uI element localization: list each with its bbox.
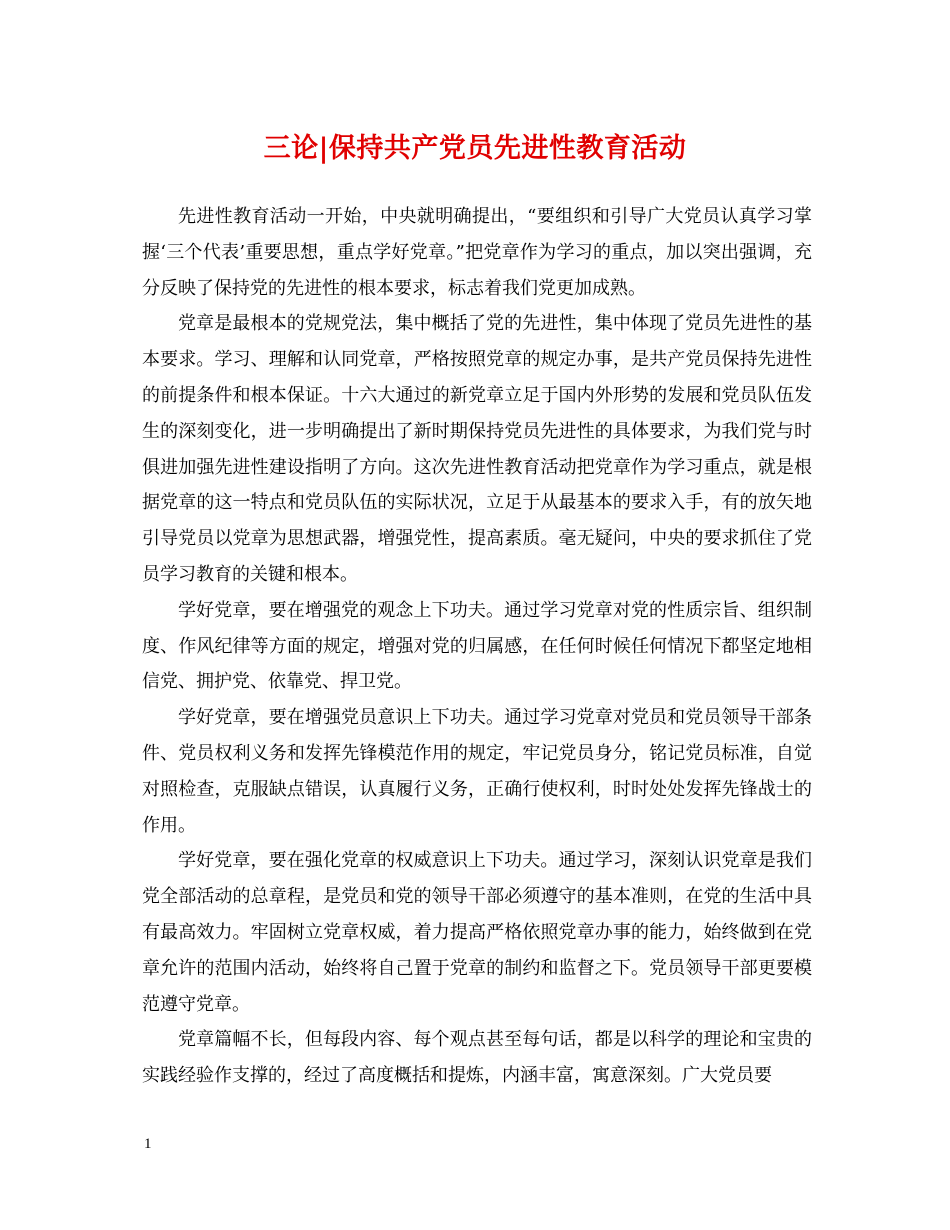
document-title: 三论|保持共产党员先进性教育活动 [263, 133, 687, 164]
document-body [142, 199, 812, 1094]
paragraph: 党章篇幅不长，但每段内容、每个观点甚至每句话，都是以科学的理论和宝贵的实践经验作支撑的，经过了高度概括和提炼，内涵丰富，寓意深刻。广大党员要 [142, 1029, 812, 1087]
paragraph: 学好党章，要在增强党员意识上下功夫。通过学习党章对党员和党员领导干部条件、党员权利义务和发挥先锋模范作用的规定，牢记党员身分，铭记党员标准，自觉对照检查，克服缺点错误，认真履行义务，正确行使权利，时时处处发挥先锋战士的作用。 [142, 707, 812, 836]
paragraph: 学好党章，要在增强党的观念上下功夫。通过学习党章对党的性质宗旨、组织制度、作风纪律等方面的规定，增强对党的归属感，在任何时候任何情况下都坚定地相信党、拥护党、依靠党、捍卫党。 [142, 599, 812, 693]
page-number: 1 [144, 1136, 152, 1152]
paragraph: 党章是最根本的党规党法，集中概括了党的先进性，集中体现了党员先进性的基本要求。学习、理解和认同党章，严格按照党章的规定办事，是共产党员保持先进性的前提条件和根本保证。十六大通过的新党章立足于国内外形势的发展和党员队伍发生的深刻变化，进一步明确提出了新时期保持党员先进性的具体要求，为我们党与时俱进加强先进性建设指明了方向。这次先进性教育活动把党章作为学习重点，就是根据党章的这一特点和党员队伍的实际状况，立足于从最基本的要求入手，有的放矢地引导党员以党章为思想武器，增强党性，提高素质。毫无疑问，中央的要求抓住了党员学习教育的关键和根本。 [142, 313, 812, 585]
paragraph: 学好党章，要在强化党章的权威意识上下功夫。通过学习，深刻认识党章是我们党全部活动的总章程，是党员和党的领导干部必须遵守的基本准则，在党的生活中具有最高效力。牢固树立党章权威，着力提高严格依照党章办事的能力，始终做到在党章允许的范围内活动，始终将自己置于党章的制约和监督之下。党员领导干部更要模范遵守党章。 [142, 850, 812, 1015]
paragraph: 先进性教育活动一开始，中央就明确提出，“要组织和引导广大党员认真学习掌握‘三个代表’重要思想，重点学好党章。”把党章作为学习的重点，加以突出强调，充分反映了保持党的先进性的根本要求，标志着我们党更加成熟。 [142, 206, 812, 299]
